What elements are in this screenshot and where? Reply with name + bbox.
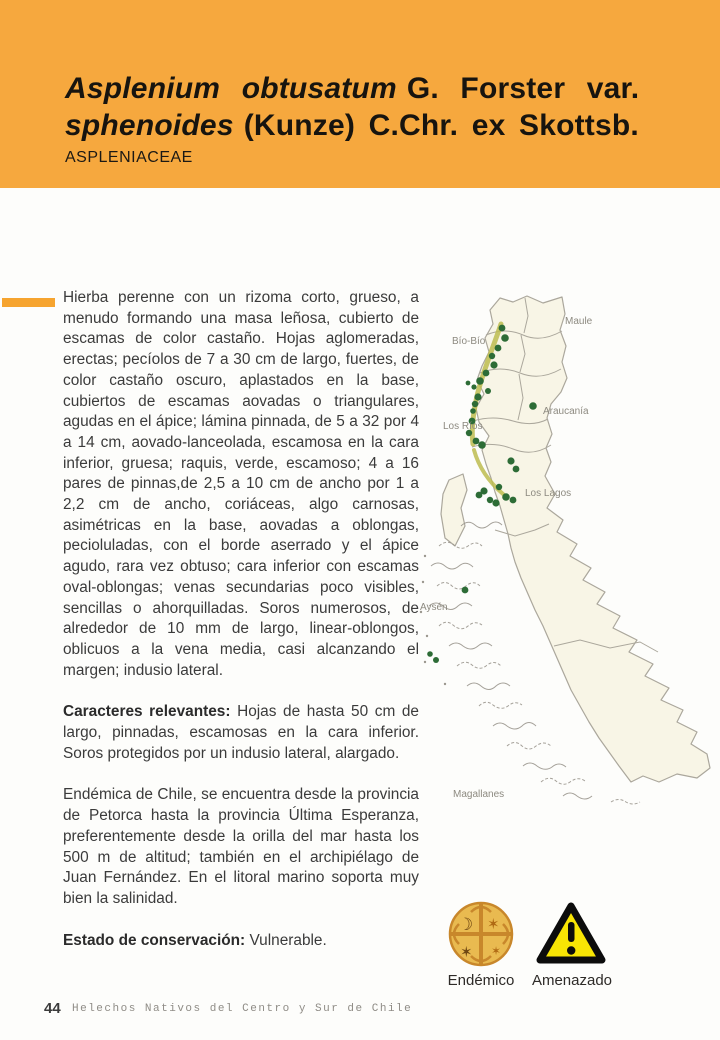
occurrence-dot <box>483 370 490 377</box>
species-title <box>65 70 665 144</box>
species-title-line2 <box>65 107 665 144</box>
occurrence-dot <box>490 361 497 368</box>
map-region-label: Aysén <box>420 602 448 613</box>
conservation-text: Vulnerable. <box>245 931 327 949</box>
star-glyph: ✶ <box>491 944 502 958</box>
occurrence-dot <box>499 325 506 332</box>
conservation-label: Estado de conservación: <box>63 931 246 949</box>
variety-author: (Kunze) C.Chr. ex Skottsb. <box>243 109 639 142</box>
occurrence-dot <box>502 493 510 501</box>
occurrence-dot <box>474 393 481 400</box>
occurrence-dot <box>489 353 495 359</box>
occurrence-dot <box>492 499 499 506</box>
threatened-badge-label: Amenazado <box>531 972 613 989</box>
occurrence-dot <box>529 402 537 410</box>
chile-mainland <box>476 296 710 782</box>
distribution-paragraph: Endémica de Chile, se encuentra desde la provincia de Petorca hasta la provincia Última Esperanza, preferentemente desde la orilla del mar hasta los 500 m de altitud; también en el archipiélago de Juan Fernández. En el litoral marino soporta muy bien la salinidad. <box>63 786 419 907</box>
variety-name-italic: sphenoides <box>65 109 234 142</box>
occurrence-dot <box>495 345 502 352</box>
occurrence-dot <box>476 492 483 499</box>
warning-triangle-icon <box>535 899 607 971</box>
chiloe-island <box>441 474 467 546</box>
map-region-label: Los Lagos <box>525 488 572 499</box>
occurrence-dot <box>471 384 476 389</box>
kultrun-icon <box>447 900 515 968</box>
description-column <box>63 288 419 972</box>
occurrence-dot <box>466 381 471 386</box>
occurrence-dot <box>496 484 502 490</box>
occurrence-dot <box>462 587 469 594</box>
map-region-label: Bío-Bío <box>452 336 486 347</box>
book-title-footer: Helechos Nativos del Centro y Sur de Chile <box>72 1003 413 1015</box>
crescent-moon-glyph: ☽ <box>458 915 474 934</box>
caracteres-label: Caracteres relevantes: <box>63 703 231 721</box>
occurrence-dot <box>487 497 493 503</box>
occurrence-dot <box>478 441 486 449</box>
occurrence-dot <box>470 408 476 414</box>
occurrence-dot <box>433 657 439 663</box>
occurrence-dot <box>473 438 480 445</box>
endemic-badge-label: Endémico <box>447 972 515 989</box>
map-region-label: Maule <box>565 316 593 327</box>
star-glyph: ✶ <box>460 944 473 961</box>
map-region-label: Los Ríos <box>443 421 483 432</box>
distribution-map <box>415 294 715 818</box>
occurrence-dot <box>472 401 478 407</box>
caracteres-paragraph <box>63 702 419 764</box>
map-region-label: Araucanía <box>543 406 589 417</box>
conservation-paragraph <box>63 931 419 952</box>
occurrence-dot <box>427 651 433 657</box>
paragraph-marker-bar <box>2 298 55 307</box>
page-number: 44 <box>44 1000 61 1017</box>
chile-map-svg <box>415 294 715 818</box>
species-title-line1 <box>65 70 665 107</box>
occurrence-dot <box>513 466 520 473</box>
caracteres-text: Hojas de hasta 50 cm de largo, pinnadas, escamosas en la cara inferior. Soros protegidos por un indusio lateral, alargado. <box>63 703 419 762</box>
endemic-badge <box>447 900 515 968</box>
occurrence-dot <box>510 497 517 504</box>
species-author: G. Forster var. <box>406 72 640 105</box>
occurrence-dot <box>485 388 491 394</box>
family-name: ASPLENIACEAE <box>65 149 193 166</box>
star-glyph: ✶ <box>487 916 500 933</box>
occurrence-dot <box>507 457 514 464</box>
occurrence-dot <box>476 377 484 385</box>
occurrence-dot <box>501 334 509 342</box>
morphology-paragraph: Hierba perenne con un rizoma corto, grueso, a menudo formando una masa leñosa, cubierto de escamas de color castaño. Hojas aglomeradas, erectas; pecíolos de 7 a 30 cm de largo, fuertes, de color castaño oscuro, aplastados en la base, cubiertos de escamas aovadas o triangulares, agudas en el ápice; lámina pinnada, de 5 a 32 por 4 a 14 cm, aovado-lanceolada, escamosa en la cara inferior, gruesa; raquis, verde, escamoso; 4 a 16 pares de pinnas,de 2,5 a 10 cm de ancho por 1 a 2,2 cm de ancho, coriáceas, algo carnosas, asimétricas en la base, aovadas a oblongas, pecioluladas, con el borde aserrado y el ápice agudo, rara vez obtuso; cara inferior con escamas oval-oblongas; venas secundarias poco visibles, sencillas o ahorquilladas. Soros numerosos, de alrededor de 10 mm de largo, linear-oblongos, oblicuos a la vena media, casi alcanzando el margen; indusio lateral. <box>63 289 419 679</box>
threatened-badge <box>535 899 607 971</box>
map-region-label: Magallanes <box>453 789 505 800</box>
species-name-italic: Asplenium obtusatum <box>65 72 397 105</box>
